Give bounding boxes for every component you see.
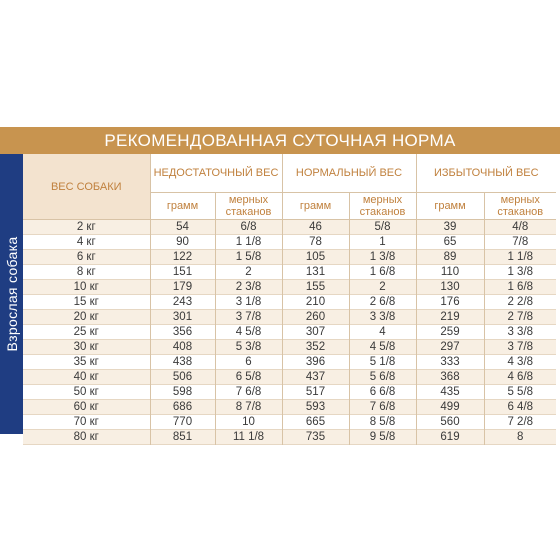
table-row	[23, 355, 556, 370]
cell-normal-cups: 6 6/8	[349, 385, 416, 400]
table-row	[23, 235, 556, 250]
header-underweight: НЕДОСТАТОЧНЫЙ ВЕС	[150, 154, 282, 193]
cell-dog-weight: 6 кг	[23, 250, 150, 265]
cell-dog-weight: 35 кг	[23, 355, 150, 370]
cell-over-grams: 435	[416, 385, 484, 400]
cell-under-grams: 598	[150, 385, 215, 400]
table-row	[23, 340, 556, 355]
cell-under-cups: 3 7/8	[215, 310, 282, 325]
cell-under-cups: 2	[215, 265, 282, 280]
cell-under-cups: 4 5/8	[215, 325, 282, 340]
cell-normal-cups: 2 6/8	[349, 295, 416, 310]
cell-over-cups: 3 7/8	[484, 340, 556, 355]
side-label: Взрослая собака	[3, 236, 20, 352]
header-grams: грамм	[150, 193, 215, 220]
cell-over-cups: 4/8	[484, 220, 556, 235]
cell-dog-weight: 25 кг	[23, 325, 150, 340]
cell-normal-cups: 2	[349, 280, 416, 295]
cell-over-grams: 110	[416, 265, 484, 280]
cell-under-grams: 506	[150, 370, 215, 385]
cell-under-cups: 6	[215, 355, 282, 370]
cell-under-cups: 1 5/8	[215, 250, 282, 265]
cell-under-cups: 3 1/8	[215, 295, 282, 310]
cell-over-cups: 2 7/8	[484, 310, 556, 325]
cell-over-grams: 333	[416, 355, 484, 370]
cell-normal-cups: 5 1/8	[349, 355, 416, 370]
cell-under-cups: 11 1/8	[215, 430, 282, 445]
cell-dog-weight: 2 кг	[23, 220, 150, 235]
cell-dog-weight: 4 кг	[23, 235, 150, 250]
table-title: РЕКОМЕНДОВАННАЯ СУТОЧНАЯ НОРМА	[0, 127, 560, 154]
cell-under-grams: 686	[150, 400, 215, 415]
cell-normal-cups: 8 5/8	[349, 415, 416, 430]
cell-under-cups: 1 1/8	[215, 235, 282, 250]
cell-normal-grams: 437	[282, 370, 349, 385]
cell-normal-grams: 593	[282, 400, 349, 415]
header-cups: мерных стаканов	[215, 193, 282, 220]
cell-over-grams: 176	[416, 295, 484, 310]
cell-dog-weight: 80 кг	[23, 430, 150, 445]
cell-under-grams: 54	[150, 220, 215, 235]
cell-dog-weight: 10 кг	[23, 280, 150, 295]
cell-normal-grams: 352	[282, 340, 349, 355]
table-row	[23, 385, 556, 400]
cell-over-cups: 7 2/8	[484, 415, 556, 430]
header-cups: мерных стаканов	[349, 193, 416, 220]
cell-over-grams: 560	[416, 415, 484, 430]
cell-under-cups: 6/8	[215, 220, 282, 235]
cell-over-cups: 1 6/8	[484, 280, 556, 295]
cell-dog-weight: 15 кг	[23, 295, 150, 310]
cell-normal-grams: 78	[282, 235, 349, 250]
table-body	[23, 220, 556, 445]
cell-normal-grams: 131	[282, 265, 349, 280]
cell-normal-grams: 155	[282, 280, 349, 295]
cell-over-grams: 619	[416, 430, 484, 445]
header-normal-weight: НОРМАЛЬНЫЙ ВЕС	[282, 154, 416, 193]
cell-normal-grams: 396	[282, 355, 349, 370]
cell-normal-cups: 4 5/8	[349, 340, 416, 355]
cell-over-cups: 1 1/8	[484, 250, 556, 265]
cell-under-grams: 851	[150, 430, 215, 445]
side-label-bar	[0, 154, 23, 434]
cell-normal-grams: 46	[282, 220, 349, 235]
cell-normal-grams: 517	[282, 385, 349, 400]
cell-under-cups: 7 6/8	[215, 385, 282, 400]
cell-normal-cups: 4	[349, 325, 416, 340]
cell-dog-weight: 70 кг	[23, 415, 150, 430]
cell-over-grams: 297	[416, 340, 484, 355]
table-row	[23, 250, 556, 265]
header-grams: грамм	[282, 193, 349, 220]
cell-under-cups: 10	[215, 415, 282, 430]
cell-over-grams: 39	[416, 220, 484, 235]
cell-dog-weight: 50 кг	[23, 385, 150, 400]
table-row	[23, 430, 556, 445]
header-grams: грамм	[416, 193, 484, 220]
cell-normal-cups: 5/8	[349, 220, 416, 235]
cell-over-cups: 4 3/8	[484, 355, 556, 370]
cell-normal-cups: 1 3/8	[349, 250, 416, 265]
cell-over-cups: 2 2/8	[484, 295, 556, 310]
table-row	[23, 280, 556, 295]
cell-dog-weight: 8 кг	[23, 265, 150, 280]
table-row	[23, 310, 556, 325]
table-row	[23, 400, 556, 415]
cell-dog-weight: 40 кг	[23, 370, 150, 385]
cell-normal-cups: 1	[349, 235, 416, 250]
cell-dog-weight: 20 кг	[23, 310, 150, 325]
cell-over-grams: 499	[416, 400, 484, 415]
cell-normal-grams: 307	[282, 325, 349, 340]
cell-under-grams: 179	[150, 280, 215, 295]
cell-over-cups: 3 3/8	[484, 325, 556, 340]
cell-normal-grams: 735	[282, 430, 349, 445]
cell-over-cups: 7/8	[484, 235, 556, 250]
cell-under-cups: 2 3/8	[215, 280, 282, 295]
cell-under-grams: 122	[150, 250, 215, 265]
cell-over-grams: 219	[416, 310, 484, 325]
cell-under-cups: 8 7/8	[215, 400, 282, 415]
cell-normal-grams: 210	[282, 295, 349, 310]
cell-normal-cups: 5 6/8	[349, 370, 416, 385]
cell-under-cups: 6 5/8	[215, 370, 282, 385]
cell-dog-weight: 60 кг	[23, 400, 150, 415]
table-row	[23, 325, 556, 340]
table-row	[23, 220, 556, 235]
cell-over-grams: 89	[416, 250, 484, 265]
table-row	[23, 265, 556, 280]
header-cups: мерных стаканов	[484, 193, 556, 220]
cell-under-cups: 5 3/8	[215, 340, 282, 355]
cell-normal-cups: 7 6/8	[349, 400, 416, 415]
cell-under-grams: 356	[150, 325, 215, 340]
cell-under-grams: 90	[150, 235, 215, 250]
cell-normal-cups: 9 5/8	[349, 430, 416, 445]
cell-over-grams: 368	[416, 370, 484, 385]
table-row	[23, 295, 556, 310]
cell-normal-grams: 665	[282, 415, 349, 430]
table-row	[23, 370, 556, 385]
cell-normal-grams: 260	[282, 310, 349, 325]
cell-dog-weight: 30 кг	[23, 340, 150, 355]
cell-over-grams: 259	[416, 325, 484, 340]
feeding-table	[23, 154, 556, 445]
cell-normal-grams: 105	[282, 250, 349, 265]
cell-over-cups: 5 5/8	[484, 385, 556, 400]
cell-under-grams: 408	[150, 340, 215, 355]
header-overweight: ИЗБЫТОЧНЫЙ ВЕС	[416, 154, 556, 193]
cell-over-cups: 8	[484, 430, 556, 445]
cell-over-grams: 65	[416, 235, 484, 250]
cell-under-grams: 770	[150, 415, 215, 430]
cell-over-cups: 1 3/8	[484, 265, 556, 280]
cell-under-grams: 301	[150, 310, 215, 325]
cell-normal-cups: 3 3/8	[349, 310, 416, 325]
cell-over-cups: 4 6/8	[484, 370, 556, 385]
cell-under-grams: 438	[150, 355, 215, 370]
cell-normal-cups: 1 6/8	[349, 265, 416, 280]
cell-under-grams: 151	[150, 265, 215, 280]
cell-over-grams: 130	[416, 280, 484, 295]
header-dog-weight: ВЕС СОБАКИ	[23, 154, 150, 220]
cell-over-cups: 6 4/8	[484, 400, 556, 415]
table-row	[23, 415, 556, 430]
cell-under-grams: 243	[150, 295, 215, 310]
